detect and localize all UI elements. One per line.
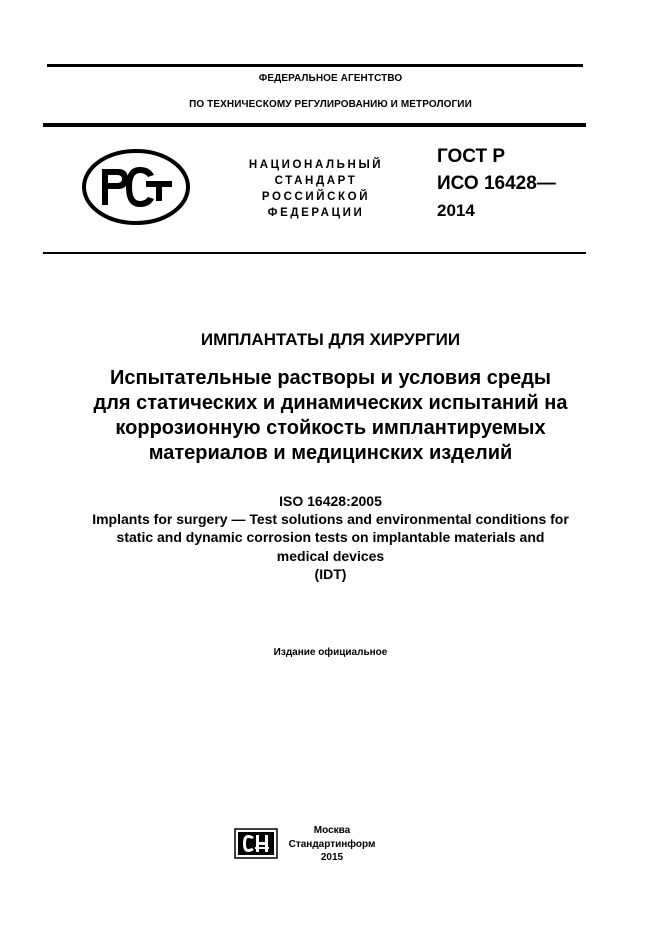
subtitle-line: коррозионную стойкость имплантируемых [115, 417, 546, 439]
document-main-title: ИМПЛАНТАТЫ ДЛЯ ХИРУРГИИ [200, 330, 461, 349]
iso-title-line: Implants for surgery — Test solutions and environmental conditions for [92, 511, 569, 528]
agency-line-1: ФЕДЕРАЛЬНОЕ АГЕНТСТВО [258, 73, 403, 84]
national-standard-line: НАЦИОНАЛЬНЫЙ [248, 159, 384, 171]
designation-year: 2014 [437, 201, 475, 220]
agency-line-2: ПО ТЕХНИЧЕСКОМУ РЕГУЛИРОВАНИЮ И МЕТРОЛОГИИ [189, 99, 472, 110]
document-subtitle [30, 366, 631, 466]
subtitle-line: материалов и медицинских изделий [148, 442, 513, 464]
iso-number: ISO 16428:2005 [279, 493, 382, 509]
national-standard-line: РОССИЙСКОЙ [261, 191, 371, 203]
publisher-name: Стандартинформ [288, 838, 376, 850]
national-standard-label [236, 157, 396, 221]
iso-degree: (IDT) [314, 565, 347, 582]
standartinform-logo-icon [234, 828, 278, 859]
publisher-year: 2015 [320, 852, 344, 863]
designation-line-1: ГОСТ Р [437, 146, 506, 167]
subtitle-line: Испытательные растворы и условия среды [109, 367, 551, 389]
iso-reference [10, 492, 651, 583]
designation-line-2: ИСО 16428— [437, 173, 556, 194]
agency-bottom-rule [43, 123, 586, 127]
edition-label: Издание официальное [273, 647, 388, 658]
top-rule [47, 64, 583, 67]
header-bottom-rule [43, 252, 586, 254]
rst-certification-mark-icon [82, 149, 190, 225]
iso-title-line: static and dynamic corrosion tests on implantable materials and [116, 529, 545, 546]
publisher-city: Москва [313, 825, 351, 836]
national-standard-line: СТАНДАРТ [274, 175, 358, 187]
publisher-imprint [282, 824, 382, 865]
iso-title-line: medical devices [276, 547, 385, 564]
national-standard-line: ФЕДЕРАЦИИ [267, 207, 365, 219]
subtitle-line: для статических и динамических испытаний на [93, 392, 568, 414]
standard-designation [437, 143, 556, 224]
